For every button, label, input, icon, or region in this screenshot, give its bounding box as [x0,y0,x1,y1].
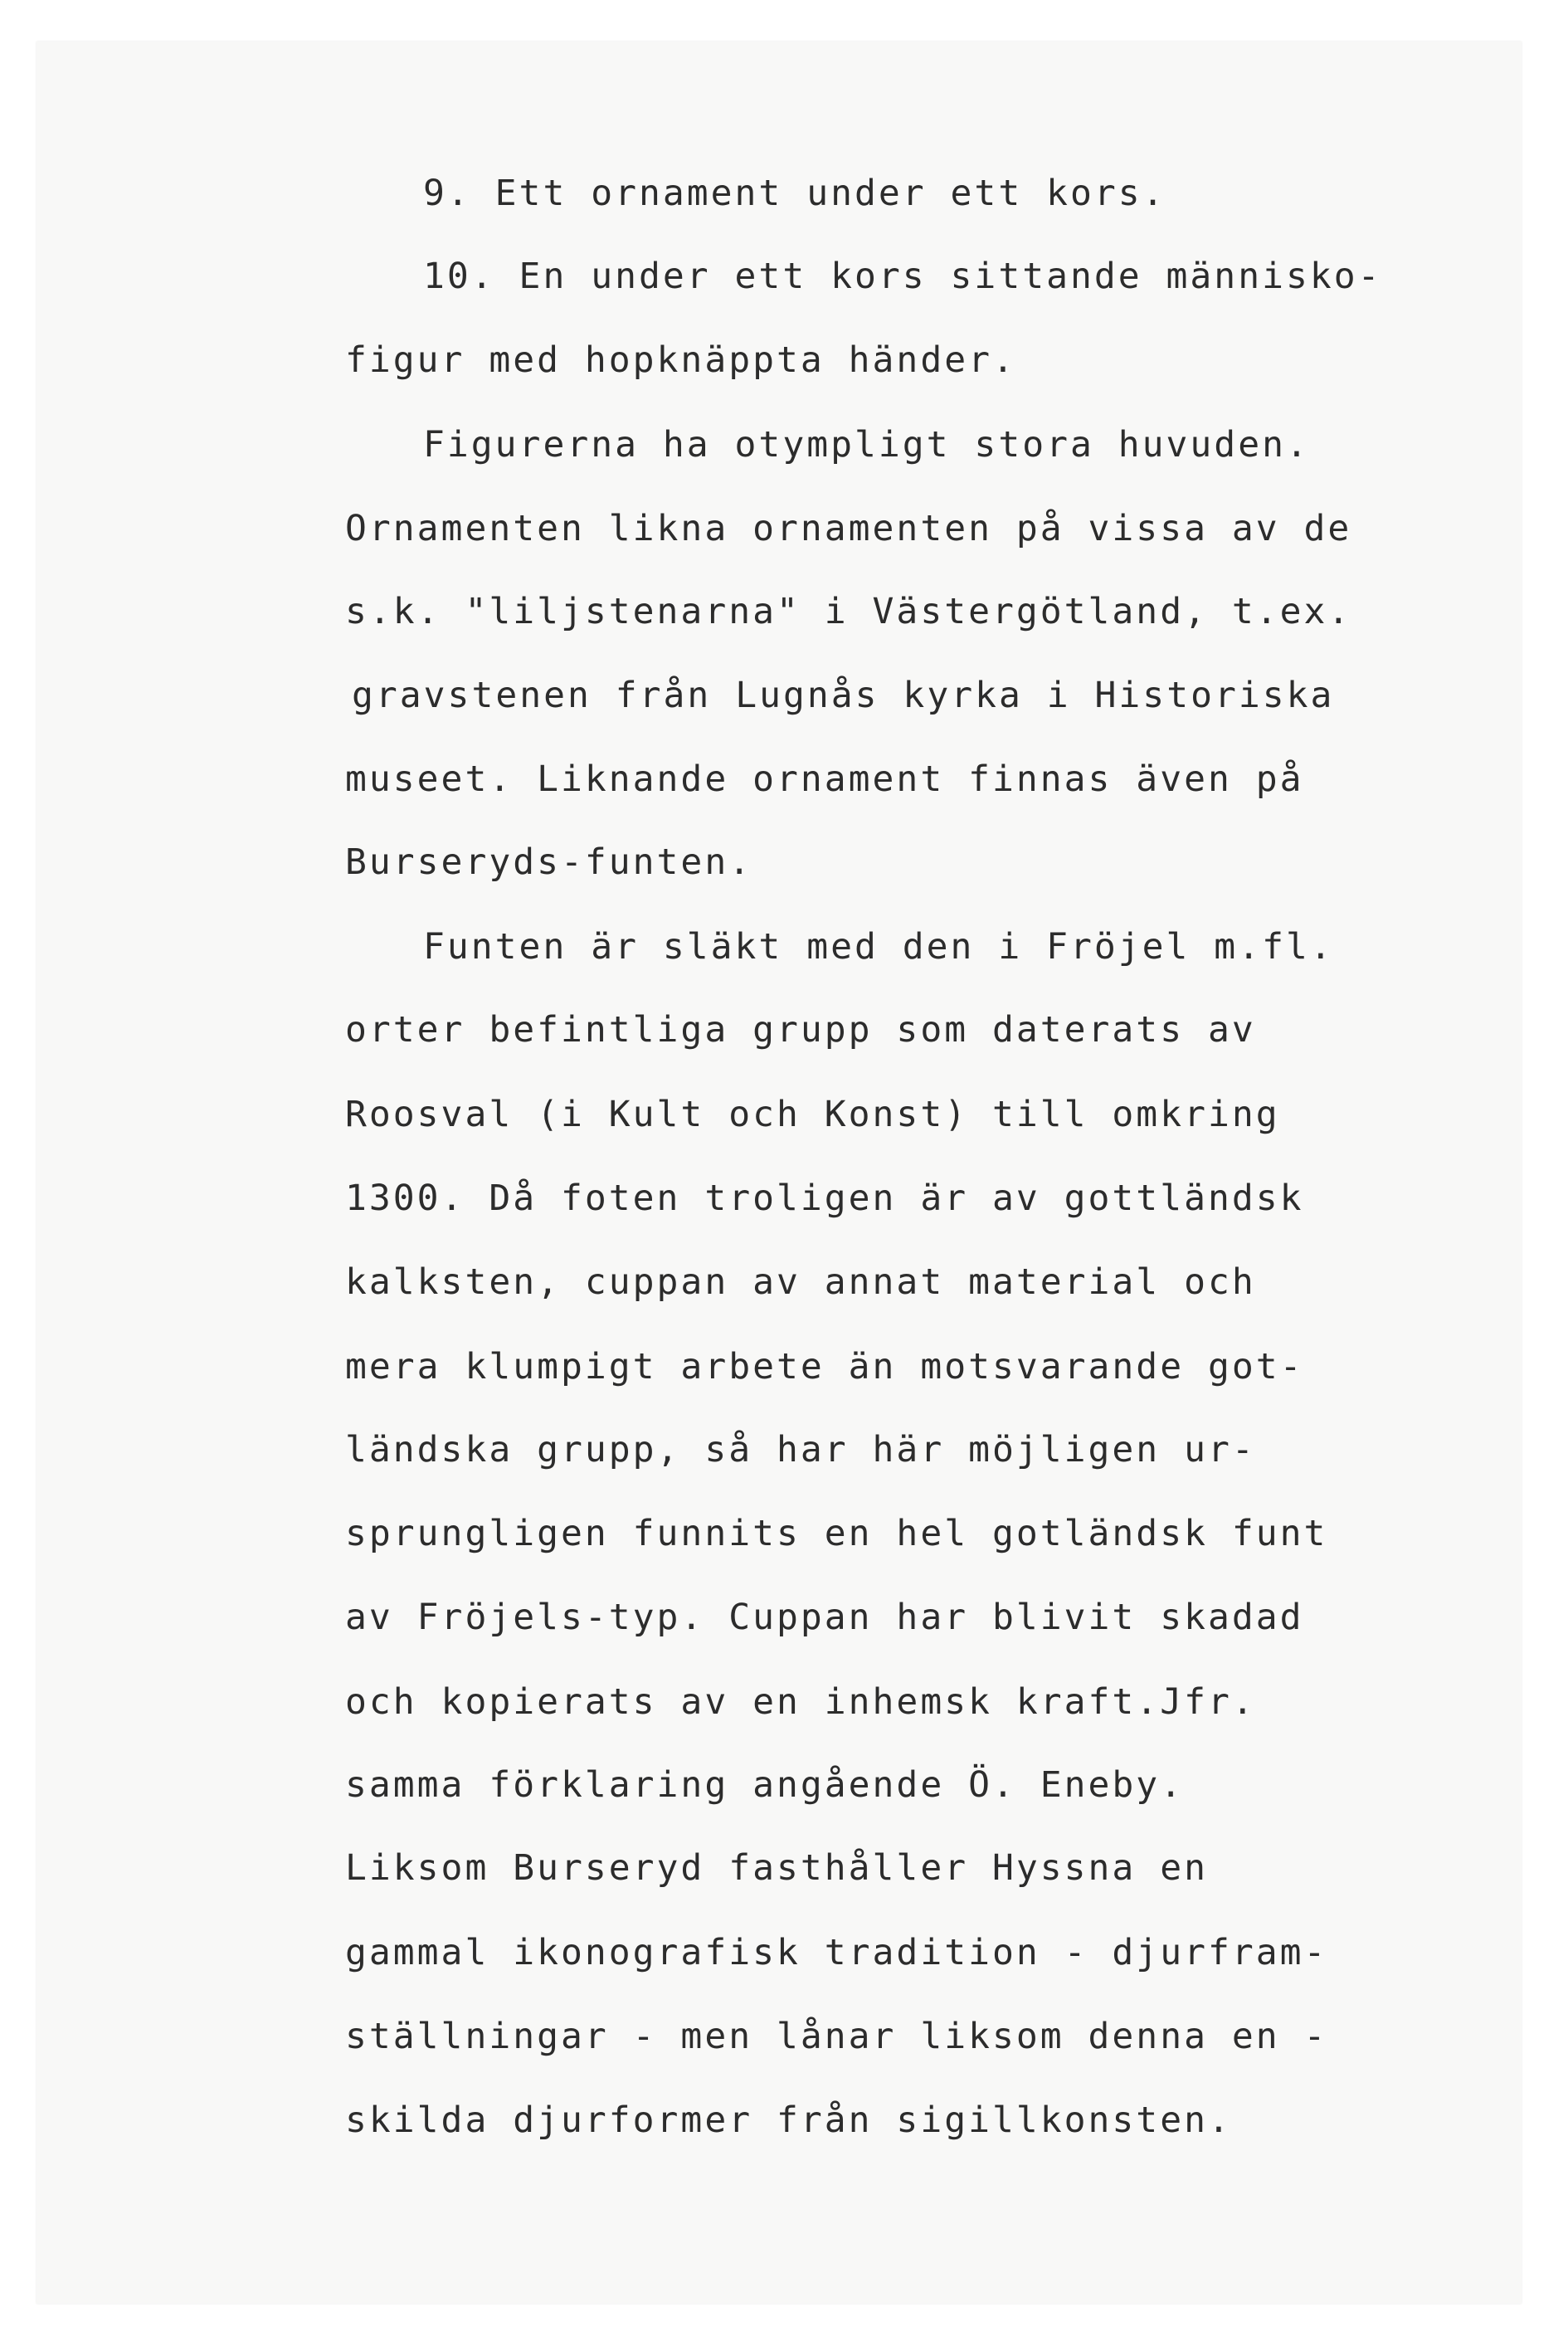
text-line-2: 10. En under ett kors sittande människo- [423,256,1382,297]
text-line-20: samma förklaring angående Ö. Eneby. [345,1764,1185,1806]
text-line-13: 1300. Då foten troligen är av gottländsk [345,1178,1304,1219]
document-page [37,41,1522,2304]
text-line-8: museet. Liknande ornament finnas även på [345,758,1304,800]
text-line-21: Liksom Burseryd fasthåller Hyssna en [345,1847,1208,1889]
text-line-1: 9. Ett ornament under ett kors. [423,173,1166,214]
text-line-5: Ornamenten likna ornamenten på vissa av de [345,508,1352,549]
text-line-23: ställningar - men lånar liksom denna en - [345,2016,1328,2057]
text-line-6: s.k. "liljstenarna" i Västergötland, t.ex. [345,591,1352,632]
text-line-7: gravstenen från Lugnås kyrka i Historiska [352,675,1335,716]
text-line-15: mera klumpigt arbete än motsvarande got- [345,1346,1304,1388]
text-line-24: skilda djurformer från sigillkonsten. [345,2100,1232,2141]
text-line-14: kalksten, cuppan av annat material och [345,1261,1256,1303]
text-line-12: Roosval (i Kult och Konst) till omkring [345,1094,1280,1135]
text-line-17: sprungligen funnits en hel gotländsk funt [345,1513,1328,1554]
text-line-19: och kopierats av en inhemsk kraft.Jfr. [345,1681,1256,1723]
text-line-11: orter befintliga grupp som daterats av [345,1009,1256,1051]
text-line-18: av Fröjels-typ. Cuppan har blivit skadad [345,1597,1304,1638]
text-line-16: ländska grupp, så har här möjligen ur- [345,1429,1256,1470]
text-line-3: figur med hopknäppta händer. [345,339,1016,381]
text-line-9: Burseryds-funten. [345,841,753,883]
text-line-10: Funten är släkt med den i Fröjel m.fl. [423,926,1334,968]
text-line-22: gammal ikonografisk tradition - djurfram- [345,1932,1328,1973]
text-line-4: Figurerna ha otympligt stora huvuden. [423,424,1310,466]
